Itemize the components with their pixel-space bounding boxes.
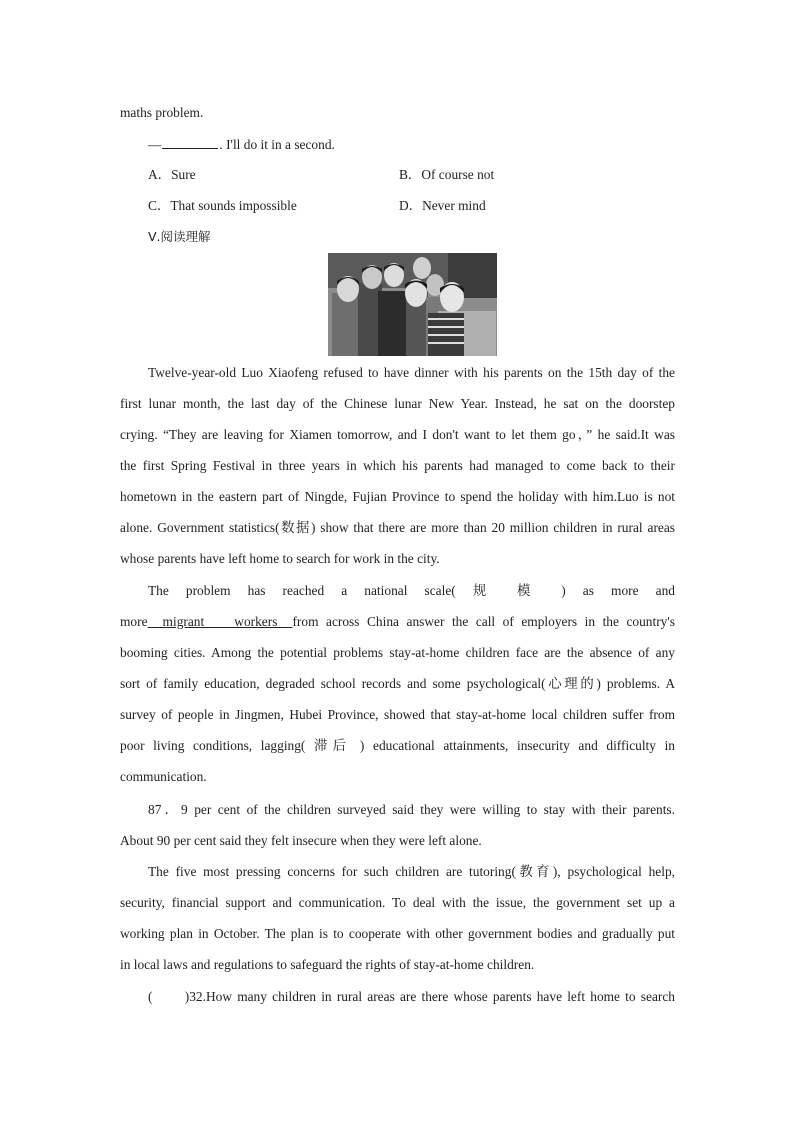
text-line: booming cities. Among the potential problems stay-at-home children face are the absence of any xyxy=(120,645,675,660)
text-line: hometown in the eastern part of Ningde, Fujian Province to spend the holiday with him.Luo is not xyxy=(120,489,675,504)
option-text: Never mind xyxy=(422,198,486,213)
option-text: Of course not xyxy=(421,167,495,182)
text-line: security, financial support and communication. To deal with the issue, the government set up a xyxy=(120,895,675,910)
option-b[interactable] xyxy=(399,167,494,183)
children-photo-icon xyxy=(328,253,497,356)
text-segment: from across China answer the call of employers in the country's xyxy=(292,614,675,629)
text-line: first lunar month, the last day of the Chinese lunar New Year. Instead, he sat on the doorstep xyxy=(120,396,675,411)
text-segment: more xyxy=(120,614,148,629)
option-letter: C． xyxy=(148,198,171,213)
paragraph-1 xyxy=(120,365,675,582)
dash: — xyxy=(148,137,162,152)
option-text: Sure xyxy=(171,167,196,182)
text-line: About 90 per cent said they felt insecure when they were left alone. xyxy=(120,833,482,848)
paragraph-2 xyxy=(120,583,675,800)
text-fragment: maths problem. xyxy=(120,105,204,120)
section-title xyxy=(148,229,211,245)
paragraph-4 xyxy=(120,864,675,988)
children-photo xyxy=(328,253,497,356)
text-line: alone. Government statistics(数据) show that there are more than 20 million children in rural areas xyxy=(120,520,675,535)
question-32[interactable] xyxy=(120,989,675,1020)
response-text: . I'll do it in a second. xyxy=(219,137,335,152)
text-line: 87．9 per cent of the children surveyed said they were willing to stay with their parents. xyxy=(148,802,675,817)
section-title-text: Ⅴ.阅读理解 xyxy=(148,229,211,244)
text-line: The five most pressing concerns for such children are tutoring(教育), psychological help, xyxy=(148,864,675,879)
text-line: Twelve-year-old Luo Xiaofeng refused to have dinner with his parents on the 15th day of the xyxy=(148,365,675,380)
option-a[interactable] xyxy=(148,167,196,183)
text-line: whose parents have left home to search for work in the city. xyxy=(120,551,440,566)
text-line: in local laws and regulations to safeguard the rights of stay-at-home children. xyxy=(120,957,535,972)
underlined-phrase: migrant workers xyxy=(147,614,293,629)
option-text: That sounds impossible xyxy=(170,198,297,213)
option-letter: A． xyxy=(148,167,172,182)
text-line: the first Spring Festival in three years in which his parents had managed to come back to their xyxy=(120,458,675,473)
answer-blank[interactable] xyxy=(162,136,218,149)
option-d[interactable] xyxy=(399,198,486,214)
text-line: working plan in October. The plan is to cooperate with other government bodies and gradually put xyxy=(120,926,675,941)
option-c[interactable] xyxy=(148,198,297,214)
text-line: The problem has reached a national scale( 规 模 ) as more and xyxy=(148,583,675,598)
option-letter: D． xyxy=(399,198,423,213)
text-line: survey of people in Jingmen, Hubei Province, showed that stay-at-home local children suffer from xyxy=(120,707,675,722)
text-line: poor living conditions, lagging( 滞后 ) educational attainments, insecurity and difficulty in xyxy=(120,738,675,753)
text-line: communication. xyxy=(120,769,207,784)
option-letter: B． xyxy=(399,167,422,182)
question-text: ( )32.How many children in rural areas are there whose parents have left home to search xyxy=(148,989,675,1004)
paragraph-3 xyxy=(120,802,675,864)
text-line xyxy=(120,614,675,645)
dialogue-response xyxy=(148,136,335,153)
text-line: sort of family education, degraded school records and some psychological(心理的) problems. A xyxy=(120,676,675,691)
text-line: crying. “They are leaving for Xiamen tomorrow, and I don't want to let them go，” he said.It was xyxy=(120,427,675,442)
